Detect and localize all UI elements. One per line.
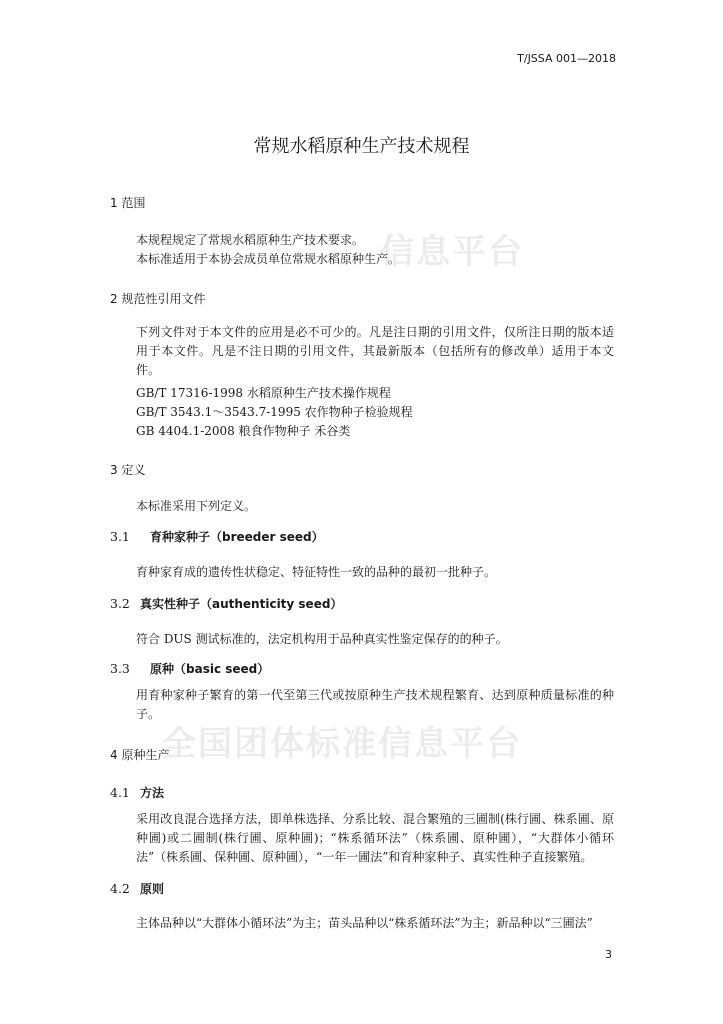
subsection-heading [110,880,164,897]
subsection-heading [110,660,269,677]
reference-item: GB/T 3543.1～3543.7-1995 农作物种子检验规程 [136,405,413,419]
subsection-label: 原则 [140,882,165,896]
paragraph: 本规程规定了常规水稻原种生产技术要求。 [136,233,365,247]
paragraph-text: 用育种家种子繁育的第一代至第三代或按原种生产技术规程繁育、达到原种质量标准的种子。 [136,688,614,721]
paragraph [110,810,614,867]
subsection-label: 方法 [140,786,165,800]
subsection-number: 3.3 [110,661,130,676]
reference-item: GB/T 17316-1998 水稻原种生产技术操作规程 [136,386,391,400]
standard-number: T/JSSA 001—2018 [517,52,616,65]
subsection-label: 真实性种子（authenticity seed） [140,597,343,611]
paragraph: 符合 DUS 测试标准的，法定机构用于品种真实性鉴定保存的的种子。 [136,632,508,646]
watermark: 信息平台 [380,232,524,272]
subsection-heading [110,595,342,612]
subsection-number: 4.1 [110,785,130,800]
section-heading: 2 规范性引用文件 [110,292,206,306]
paragraph: 育种家育成的遗传性状稳定、特征特性一致的品种的最初一批种子。 [136,565,497,579]
subsection-number: 4.2 [110,881,130,896]
section-heading: 4 原种生产 [110,748,170,762]
paragraph [110,686,614,724]
paragraph: 主体品种以“大群体小循环法”为主；苗头品种以“株系循环法”为主；新品种以“三圃法” [136,916,593,930]
paragraph [110,323,614,380]
subsection-heading [110,784,164,801]
paragraph: 本标准采用下列定义。 [136,499,257,513]
subsection-label: 育种家种子（breeder seed） [150,530,324,544]
subsection-number: 3.1 [110,529,130,544]
section-heading: 3 定义 [110,463,146,477]
section-heading: 1 范围 [110,196,146,210]
watermark: 全国团体标准信息平台 [162,724,522,764]
page-title: 常规水稻原种生产技术规程 [253,136,470,157]
subsection-label: 原种（basic seed） [150,662,270,676]
subsection-heading [110,528,324,545]
paragraph-text: 采用改良混合选择方法，即单株选择、分系比较、混合繁殖的三圃制(株行圃、株系圃、原种圃)或二圃制(株行圃、原种圃)；“株系循环法”（株系圃、原种圃），“大群体小循环法”（株系圃、保种圃、原种圃），“一年一圃法”和育种家种子、真实性种子直接繁殖。 [136,812,614,864]
subsection-number: 3.2 [110,596,130,611]
paragraph-text: 下列文件对于本文件的应用是必不可少的。凡是注日期的引用文件，仅所注日期的版本适用于本文件。凡是不注日期的引用文件，其最新版本（包括所有的修改单）适用于本文件。 [136,325,614,377]
reference-item: GB 4404.1-2008 粮食作物种子 禾谷类 [136,424,351,438]
paragraph: 本标准适用于本协会成员单位常规水稻原种生产。 [136,252,401,266]
page-number: 3 [605,948,612,961]
